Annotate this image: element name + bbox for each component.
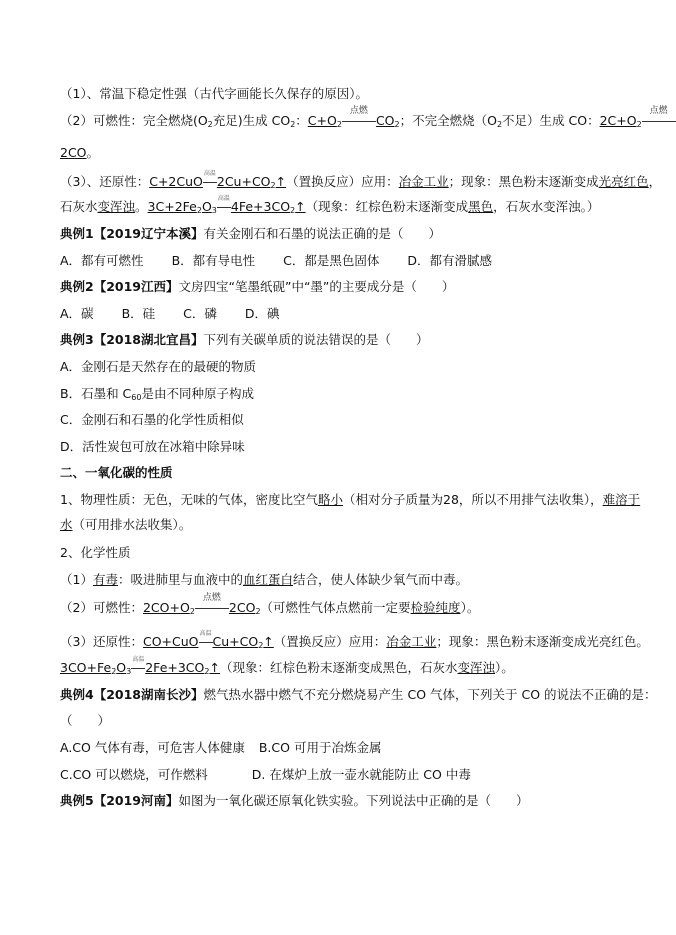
eq-rhs: 2Cu+CO xyxy=(216,174,271,189)
text: 。 xyxy=(86,145,100,160)
example-2-options xyxy=(60,306,621,322)
subscript: 2 xyxy=(258,641,264,650)
option-b: B.CO 可用于冶炼金属 xyxy=(258,740,382,755)
text: ）。 xyxy=(460,600,480,615)
example-question: 下列有关碳单质的说法错误的是（ ） xyxy=(203,332,429,347)
subscript: 2 xyxy=(336,120,342,129)
example-1-question xyxy=(60,226,621,242)
option-b: B．石墨和 C xyxy=(60,386,132,401)
example-label: 典例3 xyxy=(60,332,94,347)
condition-label: 高温 xyxy=(217,195,230,202)
option-a: A.CO 气体有毒，可危害人体健康 xyxy=(60,740,245,755)
text-underlined: 有毒 xyxy=(92,572,118,587)
example-3-option-a xyxy=(60,359,621,375)
carbon-stability-line xyxy=(60,86,621,102)
eq-rhs: 2CO xyxy=(228,600,256,615)
carbon-reduction-line xyxy=(60,170,662,190)
example-4-paren xyxy=(60,713,621,729)
text: （置换反应）应用： xyxy=(286,174,399,189)
carbon-reduction-line-cont xyxy=(60,195,621,215)
equation-c-fe2o3 xyxy=(147,195,306,215)
option-b: B．硅 xyxy=(121,306,156,321)
eq-lhs: O xyxy=(116,660,127,675)
condition-label: 高温 xyxy=(132,656,145,663)
text: ：吸进肺里与血液中的 xyxy=(117,572,243,587)
reaction-condition xyxy=(203,170,217,190)
example-2-question xyxy=(60,279,621,295)
example-4-question xyxy=(60,687,657,703)
eq-lhs: C+2CuO xyxy=(149,174,203,189)
text: （现象：红棕色粉末逐渐变成 xyxy=(305,199,469,214)
equation-co-cuo xyxy=(142,630,274,650)
text: 2、化学性质 xyxy=(60,545,131,560)
co-chemical-heading xyxy=(60,545,621,561)
text: 充足)生成 CO xyxy=(212,113,291,128)
co-reduction-line-cont xyxy=(60,656,621,676)
option-d: D．碘 xyxy=(244,306,280,321)
text: （现象：红棕色粉末逐渐变成黑色，石灰水 xyxy=(219,660,458,675)
example-label: 典例5 xyxy=(60,793,94,808)
text: ）。 xyxy=(495,660,514,675)
option-d: D．活性炭包可放在冰箱中除异味 xyxy=(60,439,245,454)
example-1-options xyxy=(60,253,621,269)
example-source: 【2018湖南长沙】 xyxy=(93,687,204,702)
text: 。 xyxy=(135,199,148,214)
subscript: 2 xyxy=(111,667,117,676)
text: （置换反应）应用： xyxy=(273,634,387,649)
eq-lhs: 2C+O xyxy=(599,113,637,128)
eq-lhs: 3C+2Fe xyxy=(147,199,197,214)
option-b: B．都有导电性 xyxy=(171,253,256,268)
equation-c-incomplete-lhs xyxy=(600,113,642,128)
option-c: C．磷 xyxy=(183,306,217,321)
text: 结合，使人体缺少氧气而中毒。 xyxy=(293,572,469,587)
text: （2）可燃性： xyxy=(60,600,143,615)
reaction-condition xyxy=(342,106,376,129)
example-source: 【2019辽宁本溪】 xyxy=(93,226,204,241)
eq-rhs: Cu+CO xyxy=(212,634,259,649)
equation-co-fe2o3 xyxy=(60,656,220,676)
co-physical-line xyxy=(60,492,641,508)
text-underlined: 血红蛋白 xyxy=(242,572,293,587)
reaction-condition xyxy=(199,630,213,650)
subscript: 2 xyxy=(290,206,296,215)
eq-lhs: C+O xyxy=(307,113,337,128)
option-c: C．金刚石和石墨的化学性质相似 xyxy=(60,412,244,427)
eq-rhs: 2CO xyxy=(60,145,87,160)
option-d: D．都有滑腻感 xyxy=(407,253,493,268)
eq-rhs: 2Fe+3CO xyxy=(145,660,205,675)
eq-rhs: 4Fe+3CO xyxy=(230,199,291,214)
condition-label: 点燃 xyxy=(649,106,668,116)
subscript: 2 xyxy=(207,120,213,129)
text: ，石灰水变浑浊。） xyxy=(493,199,600,214)
example-source: 【2018湖北宜昌】 xyxy=(93,332,204,347)
subscript: 2 xyxy=(189,607,195,616)
subscript: 2 xyxy=(270,181,276,190)
carbon-combustion-line xyxy=(60,106,668,129)
co-toxic-line xyxy=(60,572,621,588)
text: （2）可燃性：完全燃烧(O xyxy=(60,113,208,128)
condition-label: 点燃 xyxy=(349,106,368,116)
equation-co-combustion xyxy=(142,593,261,616)
gas-arrow: ↑ xyxy=(295,199,306,214)
eq-lhs: 3CO+Fe xyxy=(60,660,112,675)
text-underlined: 冶金工业 xyxy=(398,174,449,189)
eq-lhs: CO+CuO xyxy=(142,634,199,649)
text: ；现象：黑色粉末逐渐变成光亮红色。 xyxy=(436,634,649,649)
subscript: 2 xyxy=(204,667,210,676)
example-label: 典例2 xyxy=(60,279,94,294)
condition-label: 点燃 xyxy=(202,593,221,603)
option-a: A．碳 xyxy=(60,306,94,321)
text: ；现象：黑色粉末逐渐变成 xyxy=(448,174,599,189)
text-underlined: 黑色 xyxy=(468,199,494,214)
example-3-option-b xyxy=(60,386,621,402)
gas-arrow: ↑ xyxy=(263,634,274,649)
example-question: 燃气热水器中燃气不充分燃烧易产生 CO 气体，下列关于 CO 的说法不正确的是： xyxy=(203,687,657,702)
text-underlined: 变浑浊 xyxy=(457,660,495,675)
option-c: C．都是黑色固体 xyxy=(283,253,380,268)
example-5-question xyxy=(60,793,621,809)
example-question: 文房四宝“笔墨纸砚”中“墨”的主要成分是（ ） xyxy=(178,279,455,294)
eq-rhs: CO xyxy=(375,113,395,128)
subscript: 60 xyxy=(131,393,142,402)
option-a: A．都有可燃性 xyxy=(60,253,144,268)
text: （3）、还原性： xyxy=(60,174,150,189)
example-question: 如图为一氧化碳还原氧化铁实验。下列说法中正确的是（ ） xyxy=(178,793,529,808)
reaction-condition xyxy=(217,195,231,215)
example-3-option-d xyxy=(60,439,621,455)
equation-c-complete xyxy=(307,106,400,129)
example-source: 【2019江西】 xyxy=(93,279,179,294)
co-section-heading xyxy=(60,465,621,481)
subscript: 2 xyxy=(496,120,503,129)
text: 不足）生成 CO： xyxy=(502,113,600,128)
gas-arrow: ↑ xyxy=(275,174,287,189)
text-underlined: 略小 xyxy=(317,492,343,507)
text-underlined: 冶金工业 xyxy=(386,634,437,649)
text: （相对分子质量为28，所以不用排气法收集）， xyxy=(342,492,603,507)
gas-arrow: ↑ xyxy=(209,660,220,675)
carbon-stability-text: （1）、常温下稳定性强（古代字画能长久保存的原因）。 xyxy=(60,86,368,101)
reaction-condition xyxy=(642,106,676,129)
subscript: 2 xyxy=(255,607,261,616)
heading-text: 二、一氧化碳的性质 xyxy=(60,465,173,480)
text-underlined: 水 xyxy=(60,517,73,532)
condition-label: 高温 xyxy=(203,170,216,177)
text-underlined: 光亮红色 xyxy=(598,174,649,189)
reaction-condition xyxy=(195,593,229,616)
text-underlined: 变浑浊 xyxy=(97,199,136,214)
text-underlined: 检验纯度 xyxy=(410,600,461,615)
subscript: 2 xyxy=(196,206,202,215)
example-source: 【2019河南】 xyxy=(93,793,179,808)
option-c: C.CO 可以燃烧，可作燃料 xyxy=(60,767,208,782)
co-physical-line-cont xyxy=(60,517,621,533)
option-a: A．金刚石是天然存在的最硬的物质 xyxy=(60,359,257,374)
text: 1、物理性质：无色，无味的气体，密度比空气 xyxy=(60,492,318,507)
subscript: 2 xyxy=(394,120,400,129)
text: （3）还原性： xyxy=(60,634,143,649)
subscript: 2 xyxy=(636,120,642,129)
eq-lhs: O xyxy=(201,199,212,214)
condition-label: 高温 xyxy=(199,630,212,637)
text: （可用排水法收集）。 xyxy=(72,517,192,532)
option-b-cont: 是由不同种原子构成 xyxy=(141,386,254,401)
text: （1） xyxy=(60,572,93,587)
text: ， xyxy=(648,174,662,189)
text: ： xyxy=(295,113,308,128)
option-d: D. 在煤炉上放一壶水就能防止 CO 中毒 xyxy=(251,767,471,782)
example-3-option-c xyxy=(60,412,621,428)
carbon-combustion-line-cont xyxy=(60,145,621,161)
co-reduction-line xyxy=(60,630,649,650)
answer-paren: （ ） xyxy=(60,713,111,728)
equation-c-cuo xyxy=(149,170,287,190)
subscript: 3 xyxy=(211,206,217,215)
subscript: 3 xyxy=(126,667,132,676)
text-underlined: 难溶于 xyxy=(602,492,641,507)
example-question: 有关金刚石和石墨的说法正确的是（ ） xyxy=(203,226,442,241)
example-label: 典例1 xyxy=(60,226,94,241)
co-combustion-line xyxy=(60,593,621,616)
text: （可燃性气体点燃前一定要 xyxy=(260,600,411,615)
text: 石灰水 xyxy=(60,199,98,214)
reaction-condition xyxy=(131,656,145,676)
eq-lhs: 2CO+O xyxy=(142,600,190,615)
example-label: 典例4 xyxy=(60,687,94,702)
text: ；不完全燃烧（O xyxy=(399,113,497,128)
example-4-options-cd xyxy=(60,767,621,783)
subscript: 2 xyxy=(290,120,296,129)
example-3-question xyxy=(60,332,621,348)
example-4-options-ab xyxy=(60,740,621,756)
